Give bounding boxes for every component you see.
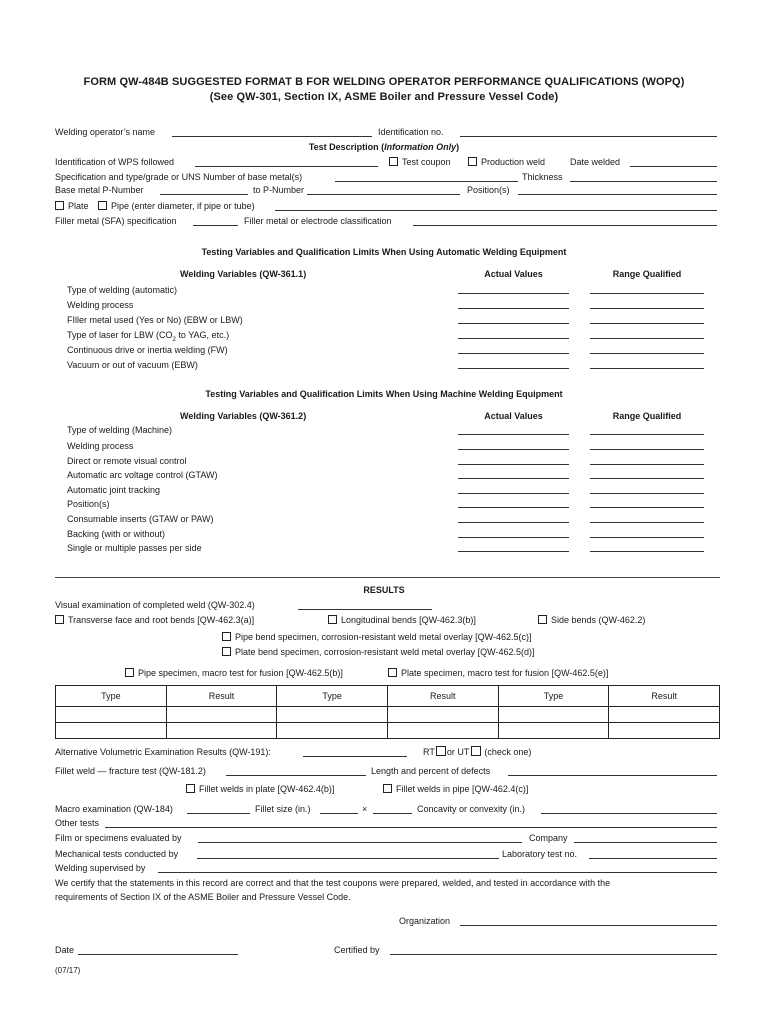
automatic-actual-field[interactable] — [458, 293, 569, 294]
production-weld-checkbox[interactable] — [468, 157, 477, 166]
base-p-number-field[interactable] — [160, 194, 248, 195]
machine-col-actual: Actual Values — [484, 411, 543, 421]
fillet-plate-label: Fillet welds in plate [QW-462.4(b)] — [199, 784, 335, 794]
table-header-result: Result — [166, 686, 277, 707]
automatic-row: FIller metal used (Yes or No) (EBW or LBW) — [67, 315, 243, 325]
filler-sfa-field[interactable] — [193, 225, 238, 226]
automatic-col-variables: Welding Variables (QW-361.1) — [180, 269, 307, 279]
operator-name-field[interactable] — [172, 136, 372, 137]
certified-by-field[interactable] — [390, 954, 717, 955]
mech-tests-label: Mechanical tests conducted by — [55, 849, 179, 859]
certification-statement-1: We certify that the statements in this record are correct and that the test coupons were prepared, welded, and tested in accordance with the — [55, 878, 611, 888]
machine-actual-field[interactable] — [458, 464, 569, 465]
visual-exam-label: Visual examination of completed weld (QW-302.4) — [55, 600, 255, 610]
fillet-size-field-a[interactable] — [320, 813, 358, 814]
base-p-number-label: Base metal P-Number — [55, 185, 144, 195]
organization-label: Organization — [399, 916, 451, 926]
fillet-size-label: Fillet size (in.) — [255, 804, 311, 814]
machine-range-field[interactable] — [590, 464, 704, 465]
ut-checkbox[interactable] — [471, 746, 481, 756]
machine-row: Position(s) — [67, 499, 110, 509]
spec-base-metal-field[interactable] — [335, 181, 518, 182]
plate-label: Plate — [68, 201, 89, 211]
form-title: FORM QW-484B SUGGESTED FORMAT B FOR WELDING OPERATOR PERFORMANCE QUALIFICATIONS (WOPQ) — [83, 76, 685, 88]
laser-row-text: Type of laser for LBW (CO — [67, 330, 173, 340]
section-divider — [55, 577, 720, 578]
positions-label: Position(s) — [467, 185, 510, 195]
visual-exam-field[interactable] — [298, 609, 432, 610]
test-description-post: ) — [456, 142, 460, 152]
table-header-result: Result — [609, 686, 720, 707]
automatic-actual-field[interactable] — [458, 308, 569, 309]
plate-bend-checkbox[interactable] — [222, 647, 231, 656]
machine-range-field[interactable] — [590, 507, 704, 508]
pipe-diameter-field[interactable] — [275, 210, 717, 211]
spec-base-metal-label: Specification and type/grade or UNS Number of base metal(s) — [55, 172, 303, 182]
machine-actual-field[interactable] — [458, 449, 569, 450]
table-row — [56, 723, 720, 739]
transverse-bends-checkbox[interactable] — [55, 615, 64, 624]
machine-actual-field[interactable] — [458, 537, 569, 538]
table-cell[interactable] — [498, 707, 609, 723]
pipe-macro-label: Pipe specimen, macro test for fusion [QW-462.5(b)] — [138, 668, 343, 678]
organization-field[interactable] — [460, 925, 717, 926]
machine-range-field[interactable] — [590, 434, 704, 435]
machine-row: Consumable inserts (GTAW or PAW) — [67, 514, 214, 524]
other-tests-field[interactable] — [105, 827, 717, 828]
automatic-row: Vacuum or out of vacuum (EBW) — [67, 360, 198, 370]
results-table-header — [56, 686, 720, 707]
plate-macro-checkbox[interactable] — [388, 668, 397, 677]
results-heading: RESULTS — [363, 585, 405, 595]
automatic-actual-field[interactable] — [458, 353, 569, 354]
automatic-actual-field[interactable] — [458, 368, 569, 369]
machine-row: Type of welding (Machine) — [67, 425, 173, 435]
concavity-field[interactable] — [541, 813, 717, 814]
pipe-macro-option[interactable] — [125, 668, 343, 679]
side-bends-label: Side bends (QW-462.2) — [551, 615, 646, 625]
machine-range-field[interactable] — [590, 478, 704, 479]
machine-actual-field[interactable] — [458, 478, 569, 479]
automatic-range-field[interactable] — [590, 308, 704, 309]
plate-macro-label: Plate specimen, macro test for fusion [QW-462.5(e)] — [401, 668, 609, 678]
operator-name-label: Welding operator’s name — [55, 127, 156, 137]
results-table — [55, 685, 720, 739]
plate-bend-option[interactable] — [222, 647, 534, 658]
table-header-type: Type — [498, 686, 609, 707]
machine-actual-field[interactable] — [458, 507, 569, 508]
table-header-result: Result — [387, 686, 498, 707]
transverse-bends-label: Transverse face and root bends [QW-462.3(a)] — [68, 615, 255, 625]
longitudinal-bends-checkbox[interactable] — [328, 615, 337, 624]
table-cell[interactable] — [277, 707, 388, 723]
date-welded-field[interactable] — [630, 166, 717, 167]
test-description-heading — [0, 142, 768, 153]
filler-class-label: Filler metal or electrode classification — [244, 216, 392, 226]
fillet-plate-checkbox[interactable] — [186, 784, 195, 793]
concavity-label: Concavity or convexity (in.) — [417, 804, 526, 814]
date-welded-label: Date welded — [570, 157, 621, 167]
test-coupon-option[interactable] — [389, 157, 451, 168]
pipe-bend-option[interactable] — [222, 632, 531, 643]
automatic-actual-field[interactable] — [458, 338, 569, 339]
pipe-label: Pipe (enter diameter, if pipe or tube) — [111, 201, 255, 211]
automatic-heading: Testing Variables and Qualification Limits When Using Automatic Welding Equipment — [201, 247, 567, 257]
table-cell[interactable] — [56, 723, 167, 739]
automatic-range-field[interactable] — [590, 293, 704, 294]
automatic-row: Welding process — [67, 300, 134, 310]
alt-volumetric-label: Alternative Volumetric Examination Results (QW-191): — [55, 747, 271, 757]
table-cell[interactable] — [166, 707, 277, 723]
automatic-col-range: Range Qualified — [612, 269, 682, 279]
other-tests-label: Other tests — [55, 818, 100, 828]
fillet-fracture-field[interactable] — [226, 775, 366, 776]
automatic-range-field[interactable] — [590, 323, 704, 324]
revision-date: (07/17) — [55, 966, 81, 975]
supervised-field[interactable] — [158, 872, 717, 873]
identification-no-field[interactable] — [460, 136, 717, 137]
automatic-col-actual: Actual Values — [484, 269, 543, 279]
alt-volumetric-field[interactable] — [303, 756, 407, 757]
machine-range-field[interactable] — [590, 493, 704, 494]
laser-row-rest: to YAG, etc.) — [175, 330, 230, 340]
table-header-type: Type — [56, 686, 167, 707]
machine-row: Single or multiple passes per side — [67, 543, 202, 553]
test-coupon-label: Test coupon — [402, 157, 451, 167]
automatic-actual-field[interactable] — [458, 323, 569, 324]
pipe-macro-checkbox[interactable] — [125, 668, 134, 677]
rt-checkbox[interactable] — [436, 746, 446, 756]
thickness-field[interactable] — [570, 181, 717, 182]
table-cell[interactable] — [498, 723, 609, 739]
certification-statement-2: requirements of Section IX of the ASME Boiler and Pressure Vessel Code. — [55, 892, 351, 902]
longitudinal-bends-option[interactable] — [328, 615, 476, 626]
automatic-range-field[interactable] — [590, 353, 704, 354]
machine-actual-field[interactable] — [458, 522, 569, 523]
wps-followed-field[interactable] — [195, 166, 378, 167]
check-one-label: (check one) — [484, 747, 532, 757]
test-description-pre: Test Description ( — [308, 142, 385, 152]
fillet-plate-option[interactable] — [186, 784, 334, 795]
plate-option[interactable] — [55, 201, 89, 212]
rt-label: RT — [423, 747, 435, 757]
pipe-bend-label: Pipe bend specimen, corrosion-resistant weld metal overlay [QW-462.5(c)] — [235, 632, 532, 642]
automatic-range-field[interactable] — [590, 338, 704, 339]
side-bends-option[interactable] — [538, 615, 645, 626]
fillet-pipe-checkbox[interactable] — [383, 784, 392, 793]
length-percent-label: Length and percent of defects — [371, 766, 491, 776]
table-row — [56, 707, 720, 723]
table-header-type: Type — [277, 686, 388, 707]
plate-checkbox[interactable] — [55, 201, 64, 210]
machine-actual-field[interactable] — [458, 551, 569, 552]
to-p-number-label: to P-Number — [253, 185, 305, 195]
machine-range-field[interactable] — [590, 537, 704, 538]
identification-no-label: Identification no. — [378, 127, 444, 137]
machine-range-field[interactable] — [590, 551, 704, 552]
lab-test-no-field[interactable] — [589, 858, 717, 859]
automatic-row: Type of welding (automatic) — [67, 285, 178, 295]
automatic-row: Continuous drive or inertia welding (FW) — [67, 345, 228, 355]
rt-ut-group — [423, 746, 531, 758]
company-field[interactable] — [574, 842, 717, 843]
co2-subscript: 2 — [172, 336, 176, 343]
table-cell[interactable] — [277, 723, 388, 739]
pipe-option[interactable] — [98, 201, 255, 212]
machine-row: Welding process — [67, 441, 134, 451]
machine-range-field[interactable] — [590, 449, 704, 450]
longitudinal-bends-label: Longitudinal bends [QW-462.3(b)] — [341, 615, 476, 625]
machine-range-field[interactable] — [590, 522, 704, 523]
or-ut-label: or UT — [446, 747, 470, 757]
machine-heading: Testing Variables and Qualification Limits When Using Machine Welding Equipment — [205, 389, 563, 399]
mech-tests-field[interactable] — [197, 858, 499, 859]
machine-actual-field[interactable] — [458, 493, 569, 494]
production-weld-option[interactable] — [468, 157, 545, 168]
film-evaluated-field[interactable] — [198, 842, 522, 843]
times-symbol: × — [362, 804, 368, 814]
automatic-row-laser — [67, 330, 229, 346]
fillet-size-field-b[interactable] — [373, 813, 412, 814]
certified-by-label: Certified by — [334, 945, 380, 955]
wps-followed-label: Identification of WPS followed — [55, 157, 175, 167]
machine-row: Direct or remote visual control — [67, 456, 187, 466]
fillet-pipe-option[interactable] — [383, 784, 528, 795]
fillet-fracture-label: Fillet weld — fracture test (QW-181.2) — [55, 766, 206, 776]
filler-class-field[interactable] — [413, 225, 717, 226]
lab-test-no-label: Laboratory test no. — [502, 849, 578, 859]
date-label: Date — [55, 945, 75, 955]
machine-row: Backing (with or without) — [67, 529, 166, 539]
fillet-pipe-label: Fillet welds in pipe [QW-462.4(c)] — [396, 784, 529, 794]
machine-row: Automatic arc voltage control (GTAW) — [67, 470, 218, 480]
length-percent-field[interactable] — [508, 775, 717, 776]
table-cell[interactable] — [387, 723, 498, 739]
pipe-bend-checkbox[interactable] — [222, 632, 231, 641]
transverse-bends-option[interactable] — [55, 615, 254, 626]
form-subtitle: (See QW-301, Section IX, ASME Boiler and Pressure Vessel Code) — [209, 91, 559, 103]
positions-field[interactable] — [518, 194, 717, 195]
machine-actual-field[interactable] — [458, 434, 569, 435]
to-p-number-field[interactable] — [307, 194, 460, 195]
table-cell[interactable] — [56, 707, 167, 723]
table-cell[interactable] — [166, 723, 277, 739]
table-cell[interactable] — [609, 723, 720, 739]
test-description-em: Information Only — [384, 142, 457, 152]
film-evaluated-label: Film or specimens evaluated by — [55, 833, 182, 843]
test-coupon-checkbox[interactable] — [389, 157, 398, 166]
machine-col-variables: Welding Variables (QW-361.2) — [180, 411, 307, 421]
pipe-checkbox[interactable] — [98, 201, 107, 210]
automatic-range-field[interactable] — [590, 368, 704, 369]
company-label: Company — [529, 833, 568, 843]
machine-col-range: Range Qualified — [612, 411, 682, 421]
table-cell[interactable] — [387, 707, 498, 723]
macro-exam-field[interactable] — [187, 813, 250, 814]
machine-row: Automatic joint tracking — [67, 485, 161, 495]
macro-exam-label: Macro examination (QW-184) — [55, 804, 173, 814]
filler-sfa-label: Filler metal (SFA) specification — [55, 216, 177, 226]
supervised-label: Welding supervised by — [55, 863, 146, 873]
date-field[interactable] — [78, 954, 238, 955]
plate-bend-label: Plate bend specimen, corrosion-resistant weld metal overlay [QW-462.5(d)] — [235, 647, 535, 657]
table-cell[interactable] — [609, 707, 720, 723]
side-bends-checkbox[interactable] — [538, 615, 547, 624]
production-weld-label: Production weld — [481, 157, 546, 167]
thickness-label: Thickness — [522, 172, 563, 182]
plate-macro-option[interactable] — [388, 668, 608, 679]
